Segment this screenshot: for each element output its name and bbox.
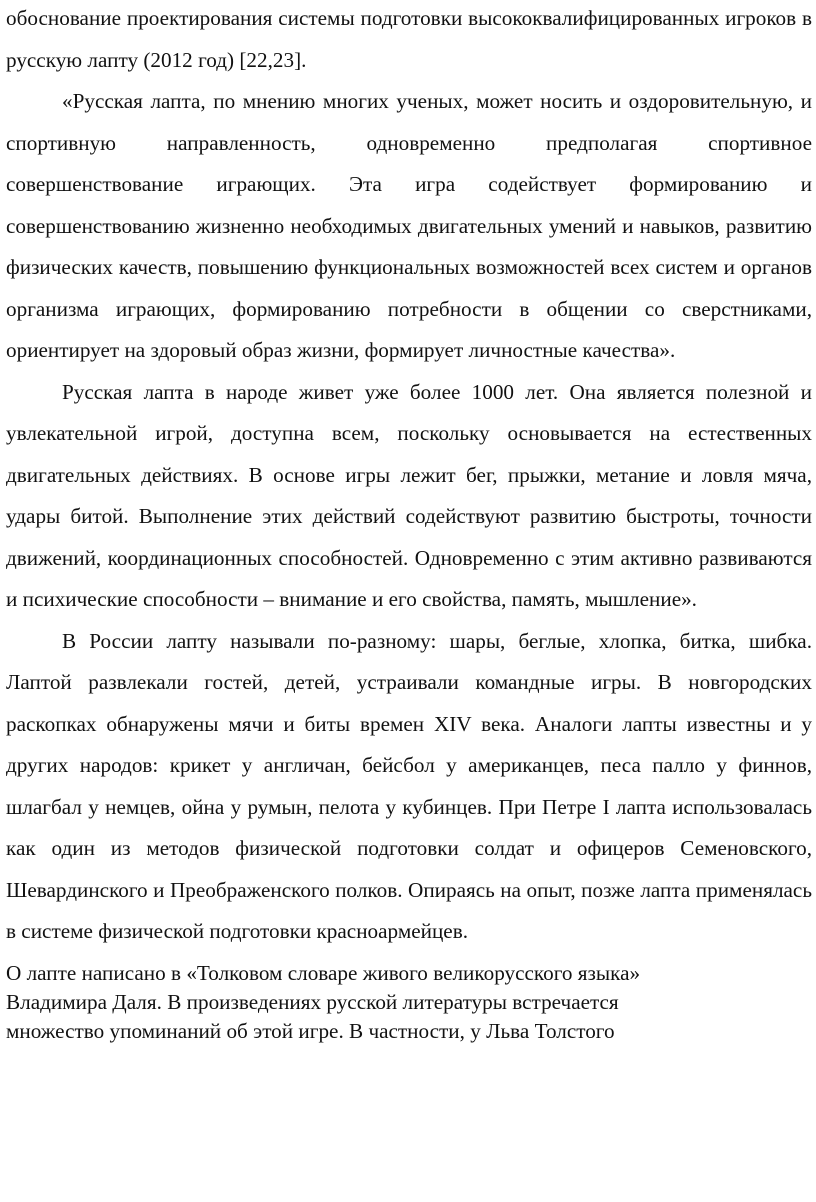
text-line: множество упоминаний об этой игре. В частности, у Льва Толстого bbox=[6, 1018, 615, 1043]
paragraph-quote-russian-lapta: «Русская лапта, по мнению многих ученых, может носить и оздоровительную, и спортивную направленность, одновременно предполагая спортивное совершенствование играющих. Эта игра содействует формированию и совершенствованию жизненно необходимых двигательных умений и навыков, развитию физических качеств, повышению функциональных возможностей всех систем и органов организма играющих, формированию потребности в общении со сверстниками, ориентирует на здоровый образ жизни, формирует личностные качества». bbox=[6, 89, 812, 362]
text-line: Владимира Даля. В произведениях русской литературы встречается bbox=[6, 989, 619, 1014]
paragraph-continuation: обоснование проектирования системы подготовки высококвалифицированных игроков в русскую лапту (2012 год) [22,23]. bbox=[6, 6, 812, 72]
paragraph-lapta-history: Русская лапта в народе живет уже более 1000 лет. Она является полезной и увлекательной игрой, доступна всем, поскольку основывается на естественных двигательных действиях. В основе игры лежит бег, прыжки, метание и ловля мяча, удары битой. Выполнение этих действий содействуют развитию быстроты, точности движений, координационных способностей. Одновременно с этим активно развиваются и психические способности – внимание и его свойства, память, мышление». bbox=[6, 379, 812, 611]
text-line: О лапте написано в «Толковом словаре живого великорусского языка» bbox=[6, 960, 641, 985]
paragraph-dahl-dictionary bbox=[6, 959, 812, 1046]
paragraph-lapta-names: В России лапту называли по-разному: шары, беглые, хлопка, битка, шибка. Лаптой развлекали гостей, детей, устраивали командные игры. В новгородских раскопках обнаружены мячи и биты времен XIV века. Аналоги лапты известны и у других народов: крикет у англичан, бейсбол у американцев, песа палло у финнов, шлагбал у немцев, ойна у румын, пелота у кубинцев. При Петре I лапта использовалась как один из методов физической подготовки солдат и офицеров Семеновского, Шевардинского и Преображенского полков. Опираясь на опыт, позже лапта применялась в системе физической подготовки красноармейцев. bbox=[6, 628, 812, 943]
